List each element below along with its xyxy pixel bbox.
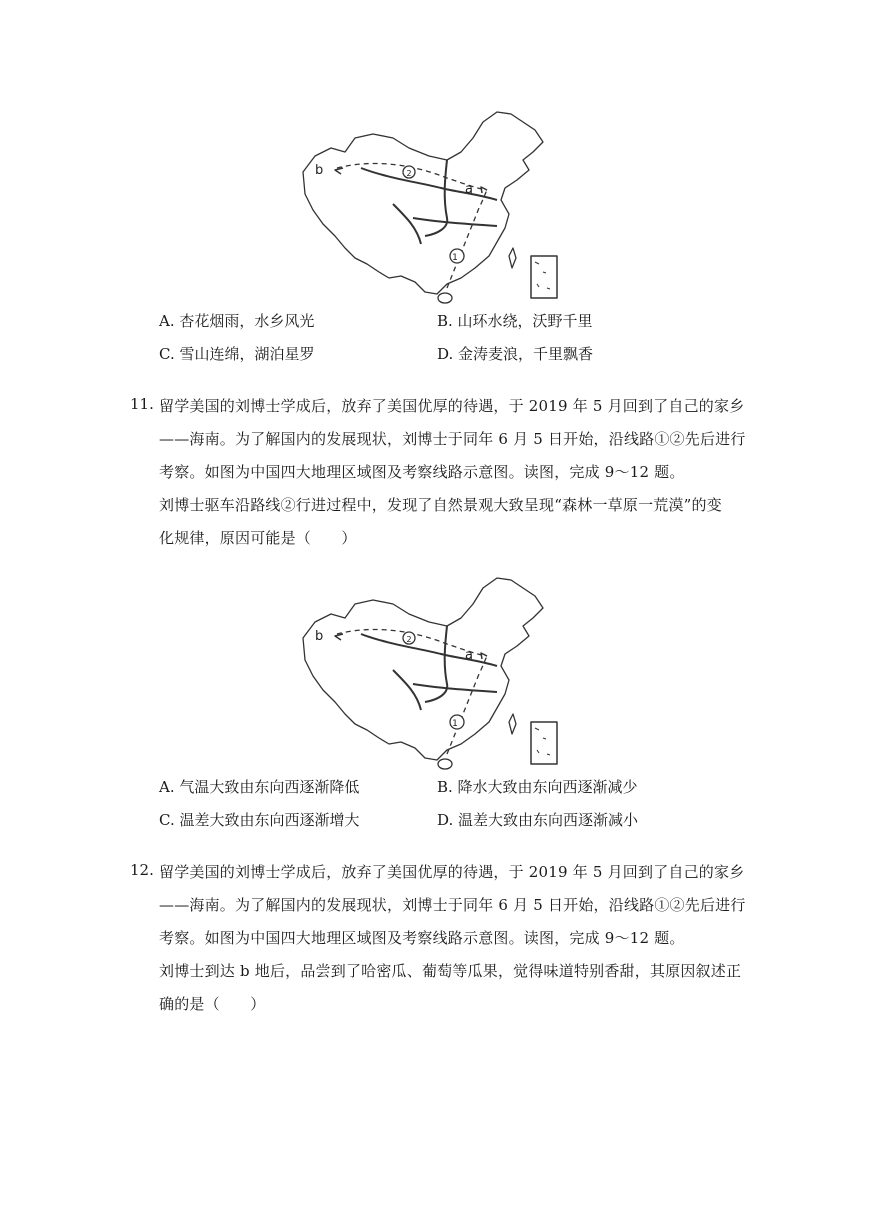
china-regions-map — [297, 108, 579, 304]
map-drawing — [297, 108, 579, 304]
q12-text-line: 刘博士到达 b 地后，品尝到了哈密瓜、葡萄等瓜果，觉得味道特别香甜，其原因叙述正 — [159, 962, 742, 980]
q10-option-c[interactable]: C. 雪山连绵，湖泊星罗 — [159, 345, 315, 363]
q11-text-line: ——海南。为了解国内的发展现状，刘博士于同年 6 月 5 日开始，沿线路①②先后进行 — [159, 430, 746, 448]
point-b-label: b — [315, 629, 324, 644]
taiwan-island — [509, 714, 516, 734]
q10-option-a[interactable]: A. 杏花烟雨，水乡风光 — [159, 312, 315, 330]
q12-text-line: ——海南。为了解国内的发展现状，刘博士于同年 6 月 5 日开始，沿线路①②先后进行 — [159, 896, 746, 914]
q12-text-line: 确的是（ ） — [159, 995, 266, 1013]
q11-option-a[interactable]: A. 气温大致由东向西逐渐降低 — [159, 778, 360, 796]
q10-option-d[interactable]: D. 金涛麦浪，千里飘香 — [437, 345, 594, 363]
q11-text-line: 化规律，原因可能是（ ） — [159, 529, 357, 547]
china-outline — [303, 112, 543, 294]
china-regions-map — [297, 574, 579, 770]
point-a-label: a — [465, 182, 473, 197]
route-1-label: 1 — [452, 719, 458, 729]
q11-text-line: 刘博士驱车沿路线②行进过程中，发现了自然景观大致呈现“森林一草原一荒漠”的变 — [159, 496, 722, 514]
point-b-label: b — [315, 163, 324, 178]
q11-text-line: 留学美国的刘博士学成后，放弃了美国优厚的待遇，于 2019 年 5 月回到了自己的家乡 — [159, 397, 745, 415]
q12-number: 12. — [130, 861, 154, 879]
q12-text-line: 考察。如图为中国四大地理区域图及考察线路示意图。读图，完成 9～12 题。 — [159, 929, 685, 947]
q11-text-line: 考察。如图为中国四大地理区域图及考察线路示意图。读图，完成 9～12 题。 — [159, 463, 685, 481]
q12-text-line: 留学美国的刘博士学成后，放弃了美国优厚的待遇，于 2019 年 5 月回到了自己的家乡 — [159, 863, 745, 881]
q10-option-b[interactable]: B. 山环水绕，沃野千里 — [437, 312, 593, 330]
taiwan-island — [509, 248, 516, 268]
map-drawing — [297, 574, 579, 770]
q11-option-d[interactable]: D. 温差大致由东向西逐渐减小 — [437, 811, 639, 829]
route-2-label: 2 — [406, 169, 412, 178]
china-outline — [303, 578, 543, 760]
q11-number: 11. — [130, 395, 154, 413]
q11-option-c[interactable]: C. 温差大致由东向西逐渐增大 — [159, 811, 360, 829]
route-2-label: 2 — [406, 635, 412, 644]
q11-option-b[interactable]: B. 降水大致由东向西逐渐减少 — [437, 778, 638, 796]
route-1-label: 1 — [452, 253, 458, 263]
point-a-label: a — [465, 648, 473, 663]
hainan-island — [438, 293, 452, 303]
hainan-island — [438, 759, 452, 769]
